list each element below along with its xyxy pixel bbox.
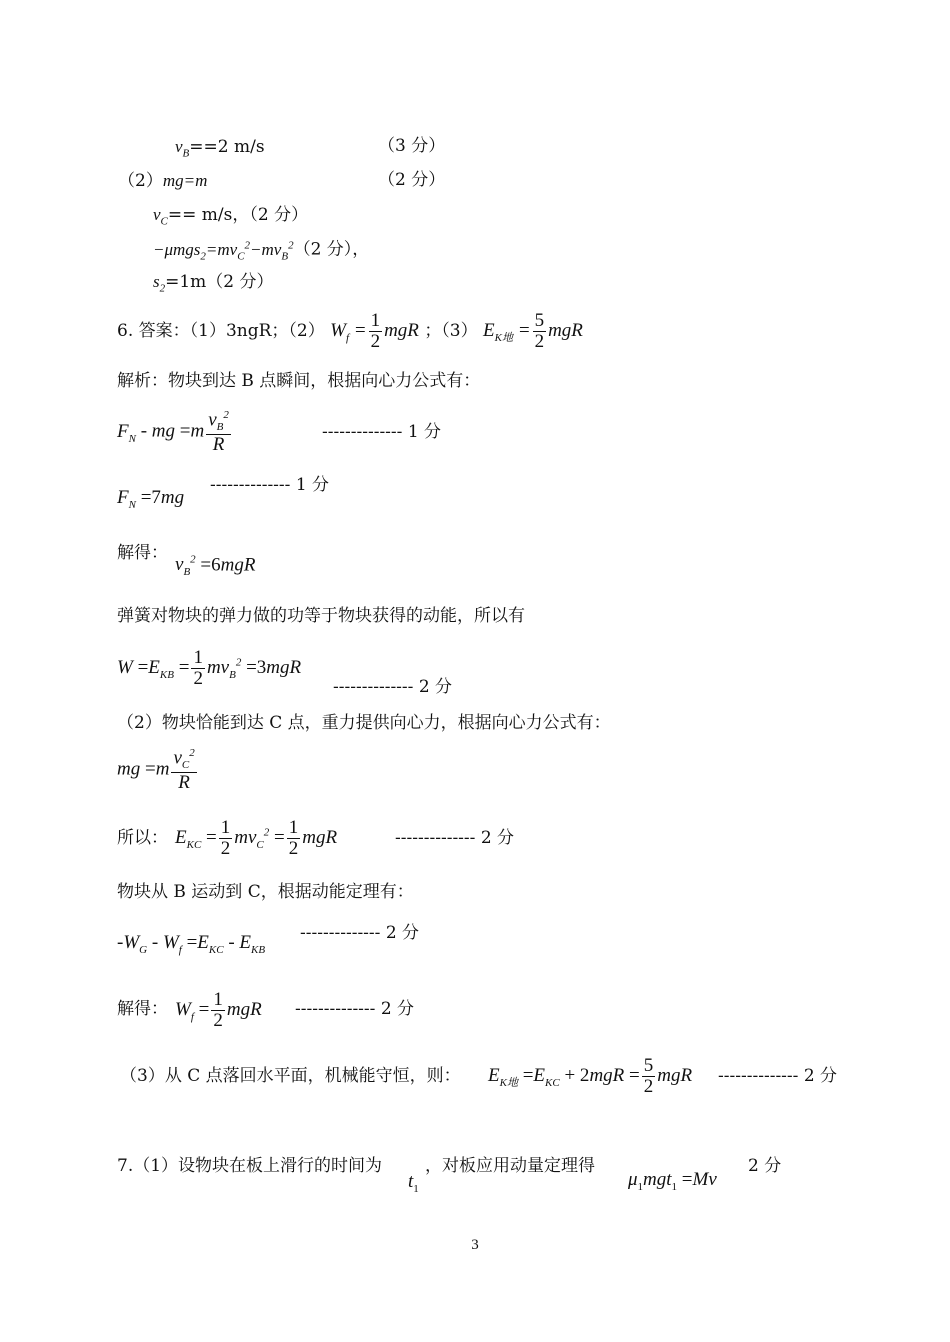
q7-text: 7.（1）设物块在板上滑行的时间为 [117,1156,383,1176]
eq-wf: $W_f$ = $\frac{1}{2}$ mgR [175,989,262,1031]
eq-fn: $F_N =7mg$ [117,487,185,511]
spring-text: 弹簧对物块的弹力做的功等于物块获得的动能，所以有 [117,606,525,626]
q7-mid-text: ，对板应用动量定理得 [425,1156,595,1176]
score-dash-1b: -------------- 1 分 [210,475,330,495]
score-q7: 2 分 [748,1156,782,1176]
score-dash-2a: -------------- 2 分 [333,677,453,697]
eq-ek-ground: $E_{K地} =E_{KC} + 2mgR$ = $\frac{5}{2}$ mgR [488,1055,693,1097]
score-3: （3 分） [378,136,446,156]
score-2a: （2 分） [378,170,446,190]
eq-centripetal-c: mg =m $\frac{v_C^2}{R}$ [117,747,195,793]
line-friction: $-\mu mgs_2=mv_C^2-mv_B^2(2$ 分）， [153,239,370,263]
part3-text: （3）从 C 点落回水平面，机械能守恒，则： [120,1066,461,1086]
score-dash-2c: -------------- 2 分 [300,923,420,943]
so-label: 所以： [117,828,168,848]
part2-text: （2）物块恰能到达 C 点，重力提供向心力，根据向心力公式有： [117,713,611,733]
line-vc: $v_C== m/s$，（2 分） [153,205,309,228]
eq-momentum: $\mu_1mgt_1 =Mv$ [628,1169,717,1193]
score-dash-2d: -------------- 2 分 [295,999,415,1019]
eq-t1: $t_1$ [408,1171,419,1195]
score-dash-2e: -------------- 2 分 [718,1066,838,1086]
line-mg: （2）mg=m [118,171,208,191]
line-s2: $s_2=1m(2$ 分） [153,272,274,295]
analysis-text: 解析：物块到达 B 点瞬间，根据向心力公式有： [117,371,481,391]
b-to-c-text: 物块从 B 运动到 C，根据动能定理有： [117,882,414,902]
q6-answer: 6. 答案：（1）3ngR；（2） $W_f$ = $\frac{1}{2}$ mgR ；（3） $E_{K地}$ = $\frac{5}{2}$ mgR [117,310,583,352]
solve-label-2: 解得： [117,999,168,1019]
score-dash-2b: -------------- 2 分 [395,828,515,848]
eq-ekc: $E_{KC}$ = $\frac{1}{2}$ $mv_C^2$ = $\frac{1}{2}$ mgR [175,817,338,859]
eq-centripetal-b: $F_N$ - mg =m $\frac{v_B^2}{R}$ [117,409,229,455]
line-vb: $v_B==2$ m/s [175,137,265,160]
page-number: 3 [471,1237,479,1253]
eq-vb2: $v_B^2 =6mgR$ [175,554,256,579]
eq-work: $W =E_{KB}$ = $\frac{1}{2}$ $mv_B^2 =3mgR$ [117,647,302,689]
score-dash-1a: -------------- 1 分 [322,422,442,442]
eq-energy-theorem: $-W_G - W_f =E_{KC} - E_{KB}$ [117,932,266,956]
solve-label-1: 解得： [117,543,168,563]
